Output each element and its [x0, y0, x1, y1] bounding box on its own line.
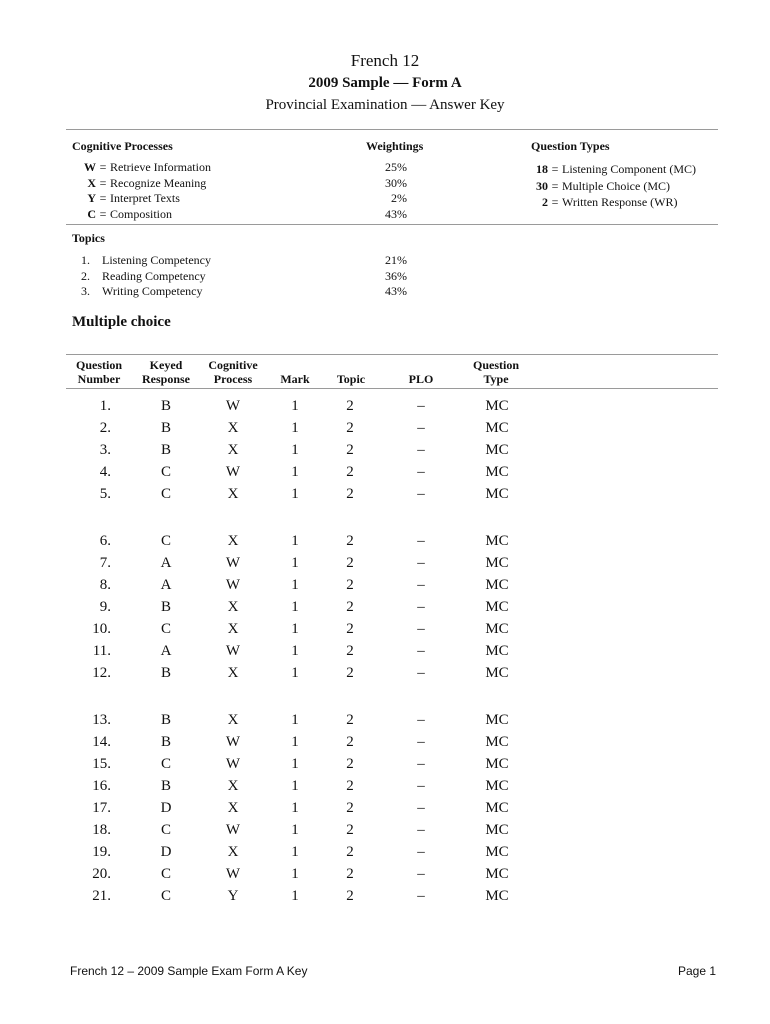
cell-plo: – [417, 555, 425, 571]
cell-plo: – [417, 621, 425, 637]
cell-question-type: MC [485, 844, 509, 860]
cell-question-type: MC [485, 621, 509, 637]
cell-plo: – [417, 486, 425, 502]
cell-mark: 1 [291, 665, 299, 681]
column-header-mark: Mark [280, 372, 310, 386]
cell-cognitive-process: X [227, 778, 239, 794]
cell-plo: – [417, 420, 425, 436]
divider-topics [66, 224, 718, 225]
cell-topic: 2 [346, 555, 354, 571]
cell-question-number: 5. [99, 486, 111, 502]
cell-topic: 2 [346, 734, 354, 750]
question-type-item: 2 = Written Response (WR) [542, 195, 678, 209]
cell-plo: – [417, 442, 425, 458]
topic-item: 1. Listening Competency [81, 253, 211, 267]
cell-keyed-response: D [160, 844, 172, 860]
cell-topic: 2 [346, 866, 354, 882]
column-header-cognitive-process: Cognitive Process [208, 358, 258, 386]
column-header-topic: Topic [336, 372, 366, 386]
cell-mark: 1 [291, 756, 299, 772]
cognitive-heading: Cognitive Processes [72, 139, 173, 153]
cell-mark: 1 [291, 621, 299, 637]
weightings-heading: Weightings [366, 139, 424, 153]
column-header-keyed-response: Keyed Response [141, 358, 190, 386]
cell-question-type: MC [485, 555, 509, 571]
cell-keyed-response: A [160, 643, 172, 659]
cognitive-item: X = Recognize Meaning [87, 175, 207, 190]
cell-cognitive-process: W [225, 464, 241, 480]
cell-keyed-response: C [160, 888, 171, 904]
cell-plo: – [417, 712, 425, 728]
weighting-value: 43% [385, 284, 407, 298]
cell-plo: – [417, 533, 425, 549]
cell-mark: 1 [291, 800, 299, 816]
cell-question-number: 3. [99, 442, 111, 458]
cell-mark: 1 [291, 888, 299, 904]
cell-keyed-response: B [160, 665, 171, 681]
cell-topic: 2 [346, 420, 354, 436]
cell-topic: 2 [346, 800, 354, 816]
cell-question-number: 10. [92, 621, 111, 637]
cell-cognitive-process: W [225, 822, 241, 838]
cell-question-number: 8. [99, 577, 111, 593]
cell-topic: 2 [346, 599, 354, 615]
cell-topic: 2 [346, 665, 354, 681]
cell-mark: 1 [291, 442, 299, 458]
cell-topic: 2 [346, 643, 354, 659]
cell-topic: 2 [346, 756, 354, 772]
cell-topic: 2 [346, 844, 354, 860]
weighting-value: 43% [385, 206, 407, 221]
multiple-choice-title: Multiple choice [72, 314, 171, 330]
cell-plo: – [417, 599, 425, 615]
cell-keyed-response: C [160, 756, 171, 772]
cell-plo: – [417, 643, 425, 659]
cell-plo: – [417, 577, 425, 593]
footer-text: French 12 – 2009 Sample Exam Form A Key [70, 964, 308, 978]
cognitive-list [76, 160, 211, 222]
cell-keyed-response: B [160, 712, 171, 728]
cognitive-item: C = Composition [87, 206, 173, 221]
document-subtitle: 2009 Sample — Form A [308, 75, 462, 91]
cell-question-type: MC [485, 577, 509, 593]
cell-mark: 1 [291, 577, 299, 593]
document-title: French 12 [350, 51, 420, 70]
cell-mark: 1 [291, 486, 299, 502]
cell-plo: – [417, 665, 425, 681]
cell-keyed-response: C [160, 822, 171, 838]
question-types-list [518, 161, 696, 211]
cell-topic: 2 [346, 577, 354, 593]
cell-cognitive-process: W [225, 398, 241, 414]
cell-mark: 1 [291, 822, 299, 838]
page-number: Page 1 [678, 964, 717, 978]
cell-topic: 2 [346, 464, 354, 480]
cell-keyed-response: B [160, 398, 171, 414]
cell-cognitive-process: W [225, 734, 241, 750]
cell-plo: – [417, 734, 425, 750]
cell-question-type: MC [485, 420, 509, 436]
weighting-value: 25% [385, 160, 407, 174]
cell-mark: 1 [291, 712, 299, 728]
topics-heading: Topics [72, 231, 105, 245]
cell-question-number: 12. [92, 665, 111, 681]
cell-question-type: MC [485, 756, 509, 772]
cell-topic: 2 [346, 398, 354, 414]
cell-cognitive-process: W [225, 756, 241, 772]
cell-mark: 1 [291, 778, 299, 794]
cell-question-type: MC [485, 866, 509, 882]
cell-keyed-response: C [160, 486, 171, 502]
question-types-heading: Question Types [531, 139, 610, 153]
cell-plo: – [417, 822, 425, 838]
cell-question-number: 18. [92, 822, 111, 838]
cell-question-type: MC [485, 533, 509, 549]
cell-question-number: 14. [92, 734, 111, 750]
cell-question-number: 6. [99, 533, 111, 549]
divider-table-header [66, 388, 718, 389]
cell-cognitive-process: X [227, 599, 239, 615]
cell-cognitive-process: X [227, 665, 239, 681]
weighting-value: 30% [385, 175, 407, 190]
cell-question-type: MC [485, 734, 509, 750]
column-header-question-type: Question Type [472, 358, 519, 386]
cell-plo: – [417, 778, 425, 794]
divider-top [66, 129, 718, 130]
cell-keyed-response: A [160, 577, 172, 593]
cell-keyed-response: B [160, 778, 171, 794]
topic-item: 3. Writing Competency [81, 284, 203, 298]
cell-question-number: 9. [99, 599, 111, 615]
cell-question-number: 4. [99, 464, 111, 480]
weighting-value: 2% [391, 191, 407, 205]
cell-mark: 1 [291, 734, 299, 750]
cell-mark: 1 [291, 555, 299, 571]
cell-keyed-response: B [160, 734, 171, 750]
topics-list [72, 253, 211, 300]
cell-mark: 1 [291, 866, 299, 882]
cell-mark: 1 [291, 398, 299, 414]
cell-mark: 1 [291, 844, 299, 860]
cell-mark: 1 [291, 643, 299, 659]
cell-keyed-response: C [160, 464, 171, 480]
cell-question-number: 21. [92, 888, 111, 904]
cell-mark: 1 [291, 533, 299, 549]
cell-keyed-response: C [160, 533, 171, 549]
cell-plo: – [417, 398, 425, 414]
cell-question-number: 16. [92, 778, 111, 794]
cell-keyed-response: A [160, 555, 172, 571]
cell-cognitive-process: Y [227, 888, 239, 904]
cell-question-type: MC [485, 712, 509, 728]
document-caption: Provincial Examination — Answer Key [265, 97, 505, 113]
cell-plo: – [417, 844, 425, 860]
cell-cognitive-process: X [227, 420, 239, 436]
cell-question-type: MC [485, 822, 509, 838]
cell-topic: 2 [346, 486, 354, 502]
cell-keyed-response: C [160, 866, 171, 882]
cell-question-number: 13. [92, 712, 111, 728]
weighting-value: 21% [385, 253, 407, 267]
cell-question-type: MC [485, 800, 509, 816]
cognitive-item: Y = Interpret Texts [87, 191, 180, 205]
cell-cognitive-process: W [225, 643, 241, 659]
weighting-value: 36% [385, 268, 407, 283]
cell-cognitive-process: X [227, 533, 239, 549]
column-header-plo: PLO [408, 372, 434, 386]
cell-cognitive-process: W [225, 866, 241, 882]
topic-weightings [367, 253, 407, 300]
cell-keyed-response: B [160, 599, 171, 615]
cell-mark: 1 [291, 420, 299, 436]
cell-question-number: 11. [92, 643, 111, 659]
cell-keyed-response: B [160, 420, 171, 436]
cell-cognitive-process: X [227, 800, 239, 816]
cell-mark: 1 [291, 464, 299, 480]
question-type-item: 30 = Multiple Choice (MC) [536, 178, 670, 193]
cell-cognitive-process: X [227, 712, 239, 728]
cell-question-number: 7. [99, 555, 111, 571]
cognitive-item: W = Retrieve Information [84, 160, 211, 174]
cell-question-type: MC [485, 442, 509, 458]
cell-cognitive-process: X [227, 844, 239, 860]
column-header-question-number: Question Number [75, 358, 122, 386]
cell-plo: – [417, 756, 425, 772]
cell-question-type: MC [485, 778, 509, 794]
cell-mark: 1 [291, 599, 299, 615]
cell-question-type: MC [485, 464, 509, 480]
cell-question-number: 2. [99, 420, 111, 436]
cell-plo: – [417, 866, 425, 882]
cell-question-type: MC [485, 599, 509, 615]
cell-topic: 2 [346, 621, 354, 637]
cell-cognitive-process: W [225, 577, 241, 593]
cell-question-number: 20. [92, 866, 111, 882]
cell-keyed-response: D [160, 800, 172, 816]
cell-cognitive-process: X [227, 486, 239, 502]
cell-topic: 2 [346, 442, 354, 458]
cell-topic: 2 [346, 888, 354, 904]
topic-item: 2. Reading Competency [81, 268, 206, 283]
cell-keyed-response: B [160, 442, 171, 458]
cell-question-number: 19. [92, 844, 111, 860]
cell-plo: – [417, 800, 425, 816]
cell-topic: 2 [346, 712, 354, 728]
cell-topic: 2 [346, 533, 354, 549]
cell-question-type: MC [485, 486, 509, 502]
cell-plo: – [417, 888, 425, 904]
cell-question-type: MC [485, 643, 509, 659]
question-type-item: 18 = Listening Component (MC) [536, 162, 696, 176]
cell-topic: 2 [346, 822, 354, 838]
cell-keyed-response: C [160, 621, 171, 637]
cell-question-number: 17. [92, 800, 111, 816]
cell-cognitive-process: W [225, 555, 241, 571]
divider-table-top [66, 354, 718, 355]
cognitive-weightings [367, 160, 407, 222]
cell-plo: – [417, 464, 425, 480]
cell-question-type: MC [485, 398, 509, 414]
cell-question-type: MC [485, 888, 509, 904]
cell-topic: 2 [346, 778, 354, 794]
cell-question-number: 15. [92, 756, 111, 772]
cell-question-number: 1. [99, 398, 111, 414]
cell-cognitive-process: X [227, 621, 239, 637]
cell-question-type: MC [485, 665, 509, 681]
cell-cognitive-process: X [227, 442, 239, 458]
